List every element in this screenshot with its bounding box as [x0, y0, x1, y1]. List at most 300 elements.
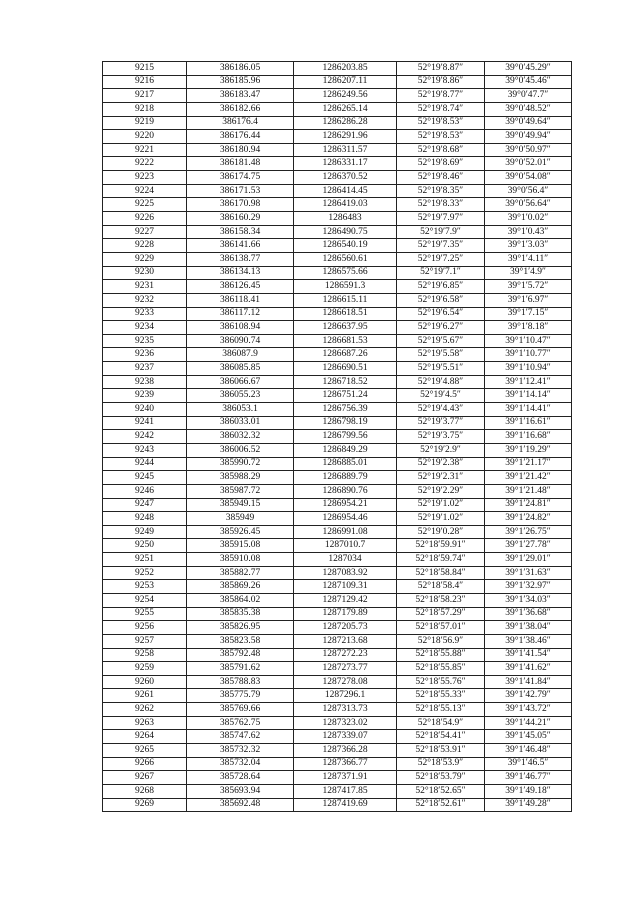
table-row: [103, 75, 572, 89]
x-coordinate-cell: 385692.48: [187, 798, 294, 812]
latitude-cell: 52°18′54.9″: [397, 716, 485, 730]
table-row: [103, 607, 572, 621]
y-coordinate-cell: 1286286.28: [294, 116, 397, 130]
latitude-cell: 52°18′59.91″: [397, 539, 485, 553]
latitude-cell: 52°18′58.84″: [397, 566, 485, 580]
latitude-cell: 52°18′57.01″: [397, 621, 485, 635]
point-number-cell: 9261: [103, 689, 187, 703]
y-coordinate-cell: 1286889.79: [294, 471, 397, 485]
table-row: [103, 525, 572, 539]
longitude-cell: 39°1′38.04″: [485, 621, 572, 635]
x-coordinate-cell: 386182.66: [187, 102, 294, 116]
table-row: [103, 730, 572, 744]
point-number-cell: 9218: [103, 102, 187, 116]
point-number-cell: 9251: [103, 553, 187, 567]
latitude-cell: 52°19′3.75″: [397, 430, 485, 444]
point-number-cell: 9236: [103, 348, 187, 362]
y-coordinate-cell: 1286615.11: [294, 293, 397, 307]
y-coordinate-cell: 1286690.51: [294, 362, 397, 376]
x-coordinate-cell: 385990.72: [187, 457, 294, 471]
x-coordinate-cell: 386085.85: [187, 362, 294, 376]
longitude-cell: 39°0′50.97″: [485, 143, 572, 157]
point-number-cell: 9258: [103, 648, 187, 662]
y-coordinate-cell: 1287323.02: [294, 716, 397, 730]
point-number-cell: 9222: [103, 157, 187, 171]
longitude-cell: 39°1′24.81″: [485, 498, 572, 512]
point-number-cell: 9269: [103, 798, 187, 812]
table-row: [103, 716, 572, 730]
table-row: [103, 212, 572, 226]
y-coordinate-cell: 1287213.68: [294, 634, 397, 648]
point-number-cell: 9240: [103, 403, 187, 417]
latitude-cell: 52°19′6.85″: [397, 280, 485, 294]
y-coordinate-cell: 1286249.56: [294, 89, 397, 103]
longitude-cell: 39°0′49.94″: [485, 130, 572, 144]
point-number-cell: 9234: [103, 321, 187, 335]
latitude-cell: 52°19′8.46″: [397, 171, 485, 185]
latitude-cell: 52°19′6.58″: [397, 293, 485, 307]
table-row: [103, 307, 572, 321]
longitude-cell: 39°1′10.47″: [485, 334, 572, 348]
x-coordinate-cell: 385869.26: [187, 580, 294, 594]
x-coordinate-cell: 386126.45: [187, 280, 294, 294]
y-coordinate-cell: 1287296.1: [294, 689, 397, 703]
y-coordinate-cell: 1286414.45: [294, 184, 397, 198]
table-row: [103, 89, 572, 103]
table-row: [103, 580, 572, 594]
point-number-cell: 9259: [103, 662, 187, 676]
table-row: [103, 498, 572, 512]
table-row: [103, 784, 572, 798]
longitude-cell: 39°1′38.46″: [485, 634, 572, 648]
table-row: [103, 689, 572, 703]
table-row: [103, 430, 572, 444]
longitude-cell: 39°1′42.79″: [485, 689, 572, 703]
point-number-cell: 9215: [103, 62, 187, 76]
table-row: [103, 593, 572, 607]
longitude-cell: 39°0′45.29″: [485, 62, 572, 76]
longitude-cell: 39°1′45.05″: [485, 730, 572, 744]
y-coordinate-cell: 1286799.56: [294, 430, 397, 444]
table-row: [103, 621, 572, 635]
x-coordinate-cell: 385988.29: [187, 471, 294, 485]
x-coordinate-cell: 385864.02: [187, 593, 294, 607]
y-coordinate-cell: 1286681.53: [294, 334, 397, 348]
latitude-cell: 52°18′53.91″: [397, 744, 485, 758]
y-coordinate-cell: 1286885.01: [294, 457, 397, 471]
longitude-cell: 39°1′10.94″: [485, 362, 572, 376]
latitude-cell: 52°19′2.9″: [397, 443, 485, 457]
point-number-cell: 9229: [103, 252, 187, 266]
longitude-cell: 39°1′3.03″: [485, 239, 572, 253]
point-number-cell: 9245: [103, 471, 187, 485]
latitude-cell: 52°19′8.33″: [397, 198, 485, 212]
table-row: [103, 184, 572, 198]
y-coordinate-cell: 1286265.14: [294, 102, 397, 116]
longitude-cell: 39°1′46.77″: [485, 771, 572, 785]
latitude-cell: 52°18′59.74″: [397, 553, 485, 567]
point-number-cell: 9219: [103, 116, 187, 130]
table-row: [103, 744, 572, 758]
point-number-cell: 9243: [103, 443, 187, 457]
latitude-cell: 52°19′7.25″: [397, 252, 485, 266]
y-coordinate-cell: 1286331.17: [294, 157, 397, 171]
table-row: [103, 457, 572, 471]
latitude-cell: 52°19′8.74″: [397, 102, 485, 116]
x-coordinate-cell: 386117.12: [187, 307, 294, 321]
longitude-cell: 39°1′4.11″: [485, 252, 572, 266]
x-coordinate-cell: 385826.95: [187, 621, 294, 635]
latitude-cell: 52°19′8.68″: [397, 143, 485, 157]
longitude-cell: 39°1′5.72″: [485, 280, 572, 294]
latitude-cell: 52°18′55.13″: [397, 703, 485, 717]
latitude-cell: 52°19′1.02″: [397, 498, 485, 512]
table-row: [103, 348, 572, 362]
table-row: [103, 757, 572, 771]
latitude-cell: 52°19′3.77″: [397, 416, 485, 430]
point-number-cell: 9216: [103, 75, 187, 89]
x-coordinate-cell: 386006.52: [187, 443, 294, 457]
x-coordinate-cell: 386158.34: [187, 225, 294, 239]
latitude-cell: 52°19′2.31″: [397, 471, 485, 485]
longitude-cell: 39°1′46.5″: [485, 757, 572, 771]
y-coordinate-cell: 1286890.76: [294, 484, 397, 498]
longitude-cell: 39°0′45.46″: [485, 75, 572, 89]
table-row: [103, 171, 572, 185]
x-coordinate-cell: 386176.44: [187, 130, 294, 144]
point-number-cell: 9268: [103, 784, 187, 798]
longitude-cell: 39°1′12.41″: [485, 375, 572, 389]
point-number-cell: 9232: [103, 293, 187, 307]
latitude-cell: 52°19′4.5″: [397, 389, 485, 403]
point-number-cell: 9247: [103, 498, 187, 512]
table-row: [103, 130, 572, 144]
table-row: [103, 375, 572, 389]
point-number-cell: 9221: [103, 143, 187, 157]
latitude-cell: 52°19′8.35″: [397, 184, 485, 198]
coordinates-table-body: [103, 62, 572, 812]
y-coordinate-cell: 1287366.77: [294, 757, 397, 771]
longitude-cell: 39°1′19.29″: [485, 443, 572, 457]
table-row: [103, 280, 572, 294]
longitude-cell: 39°1′16.68″: [485, 430, 572, 444]
x-coordinate-cell: 385732.32: [187, 744, 294, 758]
longitude-cell: 39°1′49.28″: [485, 798, 572, 812]
latitude-cell: 52°19′7.9″: [397, 225, 485, 239]
longitude-cell: 39°1′6.97″: [485, 293, 572, 307]
table-row: [103, 662, 572, 676]
latitude-cell: 52°19′8.87″: [397, 62, 485, 76]
longitude-cell: 39°0′48.52″: [485, 102, 572, 116]
latitude-cell: 52°19′1.02″: [397, 512, 485, 526]
x-coordinate-cell: 385823.58: [187, 634, 294, 648]
table-row: [103, 62, 572, 76]
y-coordinate-cell: 1287010.7: [294, 539, 397, 553]
x-coordinate-cell: 386138.77: [187, 252, 294, 266]
table-row: [103, 553, 572, 567]
point-number-cell: 9225: [103, 198, 187, 212]
x-coordinate-cell: 386055.23: [187, 389, 294, 403]
x-coordinate-cell: 386033.01: [187, 416, 294, 430]
y-coordinate-cell: 1287417.85: [294, 784, 397, 798]
y-coordinate-cell: 1287272.23: [294, 648, 397, 662]
longitude-cell: 39°1′24.82″: [485, 512, 572, 526]
latitude-cell: 52°19′4.43″: [397, 403, 485, 417]
latitude-cell: 52°19′2.29″: [397, 484, 485, 498]
table-row: [103, 403, 572, 417]
table-row: [103, 471, 572, 485]
y-coordinate-cell: 1286591.3: [294, 280, 397, 294]
y-coordinate-cell: 1286849.29: [294, 443, 397, 457]
latitude-cell: 52°19′8.86″: [397, 75, 485, 89]
point-number-cell: 9256: [103, 621, 187, 635]
table-row: [103, 198, 572, 212]
latitude-cell: 52°18′57.29″: [397, 607, 485, 621]
longitude-cell: 39°1′10.77″: [485, 348, 572, 362]
y-coordinate-cell: 1286756.39: [294, 403, 397, 417]
longitude-cell: 39°1′26.75″: [485, 525, 572, 539]
y-coordinate-cell: 1286954.46: [294, 512, 397, 526]
y-coordinate-cell: 1286560.61: [294, 252, 397, 266]
point-number-cell: 9237: [103, 362, 187, 376]
latitude-cell: 52°19′8.77″: [397, 89, 485, 103]
point-number-cell: 9235: [103, 334, 187, 348]
longitude-cell: 39°1′4.9″: [485, 266, 572, 280]
y-coordinate-cell: 1286207.11: [294, 75, 397, 89]
x-coordinate-cell: 385987.72: [187, 484, 294, 498]
y-coordinate-cell: 1286637.95: [294, 321, 397, 335]
longitude-cell: 39°1′43.72″: [485, 703, 572, 717]
x-coordinate-cell: 385732.04: [187, 757, 294, 771]
latitude-cell: 52°18′55.85″: [397, 662, 485, 676]
table-row: [103, 362, 572, 376]
latitude-cell: 52°19′8.69″: [397, 157, 485, 171]
point-number-cell: 9267: [103, 771, 187, 785]
latitude-cell: 52°19′6.27″: [397, 321, 485, 335]
longitude-cell: 39°0′56.64″: [485, 198, 572, 212]
point-number-cell: 9248: [103, 512, 187, 526]
latitude-cell: 52°19′4.88″: [397, 375, 485, 389]
y-coordinate-cell: 1287339.07: [294, 730, 397, 744]
longitude-cell: 39°1′14.41″: [485, 403, 572, 417]
table-row: [103, 512, 572, 526]
x-coordinate-cell: 386176.4: [187, 116, 294, 130]
point-number-cell: 9257: [103, 634, 187, 648]
point-number-cell: 9231: [103, 280, 187, 294]
latitude-cell: 52°19′5.67″: [397, 334, 485, 348]
longitude-cell: 39°1′27.78″: [485, 539, 572, 553]
y-coordinate-cell: 1286490.75: [294, 225, 397, 239]
x-coordinate-cell: 385835.38: [187, 607, 294, 621]
longitude-cell: 39°0′54.08″: [485, 171, 572, 185]
x-coordinate-cell: 386170.98: [187, 198, 294, 212]
longitude-cell: 39°1′32.97″: [485, 580, 572, 594]
longitude-cell: 39°1′41.84″: [485, 675, 572, 689]
longitude-cell: 39°0′49.64″: [485, 116, 572, 130]
latitude-cell: 52°18′58.4″: [397, 580, 485, 594]
point-number-cell: 9253: [103, 580, 187, 594]
table-row: [103, 225, 572, 239]
point-number-cell: 9233: [103, 307, 187, 321]
x-coordinate-cell: 385926.45: [187, 525, 294, 539]
y-coordinate-cell: 1287371.91: [294, 771, 397, 785]
table-row: [103, 771, 572, 785]
longitude-cell: 39°0′56.4″: [485, 184, 572, 198]
table-row: [103, 239, 572, 253]
latitude-cell: 52°18′53.79″: [397, 771, 485, 785]
x-coordinate-cell: 385910.08: [187, 553, 294, 567]
longitude-cell: 39°1′16.61″: [485, 416, 572, 430]
longitude-cell: 39°1′14.14″: [485, 389, 572, 403]
point-number-cell: 9228: [103, 239, 187, 253]
latitude-cell: 52°19′7.1″: [397, 266, 485, 280]
point-number-cell: 9260: [103, 675, 187, 689]
latitude-cell: 52°19′7.97″: [397, 212, 485, 226]
x-coordinate-cell: 386134.13: [187, 266, 294, 280]
longitude-cell: 39°1′41.54″: [485, 648, 572, 662]
x-coordinate-cell: 385762.75: [187, 716, 294, 730]
y-coordinate-cell: 1287205.73: [294, 621, 397, 635]
x-coordinate-cell: 385882.77: [187, 566, 294, 580]
x-coordinate-cell: 386066.67: [187, 375, 294, 389]
latitude-cell: 52°19′8.53″: [397, 130, 485, 144]
y-coordinate-cell: 1287034: [294, 553, 397, 567]
x-coordinate-cell: 386183.47: [187, 89, 294, 103]
latitude-cell: 52°18′55.88″: [397, 648, 485, 662]
x-coordinate-cell: 385949.15: [187, 498, 294, 512]
x-coordinate-cell: 385791.62: [187, 662, 294, 676]
x-coordinate-cell: 386032.32: [187, 430, 294, 444]
table-row: [103, 321, 572, 335]
table-row: [103, 252, 572, 266]
y-coordinate-cell: 1287083.92: [294, 566, 397, 580]
x-coordinate-cell: 385949: [187, 512, 294, 526]
table-row: [103, 293, 572, 307]
y-coordinate-cell: 1286311.57: [294, 143, 397, 157]
x-coordinate-cell: 386053.1: [187, 403, 294, 417]
longitude-cell: 39°1′21.17″: [485, 457, 572, 471]
coordinates-table: [102, 61, 572, 812]
point-number-cell: 9265: [103, 744, 187, 758]
longitude-cell: 39°1′31.63″: [485, 566, 572, 580]
x-coordinate-cell: 385747.62: [187, 730, 294, 744]
point-number-cell: 9255: [103, 607, 187, 621]
longitude-cell: 39°0′52.01″: [485, 157, 572, 171]
table-row: [103, 634, 572, 648]
latitude-cell: 52°19′0.28″: [397, 525, 485, 539]
x-coordinate-cell: 386087.9: [187, 348, 294, 362]
point-number-cell: 9246: [103, 484, 187, 498]
latitude-cell: 52°18′53.9″: [397, 757, 485, 771]
y-coordinate-cell: 1287366.28: [294, 744, 397, 758]
longitude-cell: 39°1′21.42″: [485, 471, 572, 485]
longitude-cell: 39°1′44.21″: [485, 716, 572, 730]
x-coordinate-cell: 385775.79: [187, 689, 294, 703]
point-number-cell: 9266: [103, 757, 187, 771]
x-coordinate-cell: 386141.66: [187, 239, 294, 253]
point-number-cell: 9250: [103, 539, 187, 553]
point-number-cell: 9262: [103, 703, 187, 717]
latitude-cell: 52°18′52.61″: [397, 798, 485, 812]
x-coordinate-cell: 386171.53: [187, 184, 294, 198]
x-coordinate-cell: 386108.94: [187, 321, 294, 335]
latitude-cell: 52°18′52.65″: [397, 784, 485, 798]
x-coordinate-cell: 386174.75: [187, 171, 294, 185]
longitude-cell: 39°1′29.01″: [485, 553, 572, 567]
x-coordinate-cell: 386118.41: [187, 293, 294, 307]
latitude-cell: 52°19′6.54″: [397, 307, 485, 321]
x-coordinate-cell: 386181.48: [187, 157, 294, 171]
y-coordinate-cell: 1286540.19: [294, 239, 397, 253]
y-coordinate-cell: 1287419.69: [294, 798, 397, 812]
x-coordinate-cell: 385915.08: [187, 539, 294, 553]
table-row: [103, 334, 572, 348]
x-coordinate-cell: 385728.64: [187, 771, 294, 785]
latitude-cell: 52°18′55.33″: [397, 689, 485, 703]
point-number-cell: 9241: [103, 416, 187, 430]
y-coordinate-cell: 1287313.73: [294, 703, 397, 717]
point-number-cell: 9227: [103, 225, 187, 239]
point-number-cell: 9244: [103, 457, 187, 471]
point-number-cell: 9263: [103, 716, 187, 730]
x-coordinate-cell: 385792.48: [187, 648, 294, 662]
longitude-cell: 39°0′47.7″: [485, 89, 572, 103]
longitude-cell: 39°1′49.18″: [485, 784, 572, 798]
point-number-cell: 9239: [103, 389, 187, 403]
x-coordinate-cell: 386180.94: [187, 143, 294, 157]
longitude-cell: 39°1′0.43″: [485, 225, 572, 239]
y-coordinate-cell: 1286203.85: [294, 62, 397, 76]
table-row: [103, 648, 572, 662]
table-row: [103, 157, 572, 171]
table-row: [103, 416, 572, 430]
y-coordinate-cell: 1286751.24: [294, 389, 397, 403]
y-coordinate-cell: 1287129.42: [294, 593, 397, 607]
table-row: [103, 143, 572, 157]
table-row: [103, 102, 572, 116]
table-row: [103, 116, 572, 130]
x-coordinate-cell: 385788.83: [187, 675, 294, 689]
y-coordinate-cell: 1286618.51: [294, 307, 397, 321]
latitude-cell: 52°18′58.23″: [397, 593, 485, 607]
x-coordinate-cell: 385769.66: [187, 703, 294, 717]
y-coordinate-cell: 1287179.89: [294, 607, 397, 621]
y-coordinate-cell: 1286419.03: [294, 198, 397, 212]
longitude-cell: 39°1′46.48″: [485, 744, 572, 758]
longitude-cell: 39°1′21.48″: [485, 484, 572, 498]
table-row: [103, 798, 572, 812]
longitude-cell: 39°1′34.03″: [485, 593, 572, 607]
latitude-cell: 52°18′55.76″: [397, 675, 485, 689]
longitude-cell: 39°1′7.15″: [485, 307, 572, 321]
point-number-cell: 9254: [103, 593, 187, 607]
latitude-cell: 52°19′5.51″: [397, 362, 485, 376]
point-number-cell: 9226: [103, 212, 187, 226]
point-number-cell: 9249: [103, 525, 187, 539]
x-coordinate-cell: 386185.96: [187, 75, 294, 89]
x-coordinate-cell: 386090.74: [187, 334, 294, 348]
y-coordinate-cell: 1286798.19: [294, 416, 397, 430]
y-coordinate-cell: 1286991.08: [294, 525, 397, 539]
point-number-cell: 9230: [103, 266, 187, 280]
table-row: [103, 675, 572, 689]
longitude-cell: 39°1′0.02″: [485, 212, 572, 226]
longitude-cell: 39°1′8.18″: [485, 321, 572, 335]
y-coordinate-cell: 1286483: [294, 212, 397, 226]
table-row: [103, 484, 572, 498]
table-row: [103, 566, 572, 580]
table-row: [103, 389, 572, 403]
